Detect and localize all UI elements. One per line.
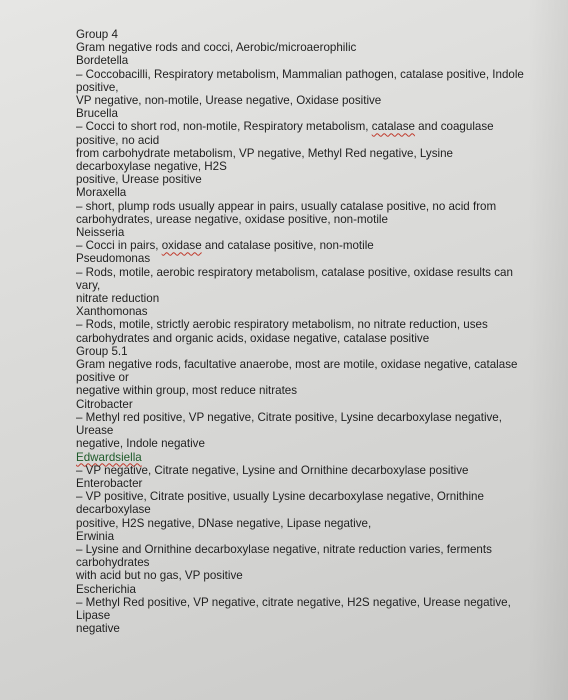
line-text: positive, Urease positive <box>76 173 202 187</box>
line-text: – Methyl Red positive, VP negative, citrate negative, H2S negative, Urease negative, <box>76 595 511 609</box>
text-line <box>76 411 546 424</box>
document-text <box>76 28 546 635</box>
line-text: Lipase <box>76 608 111 622</box>
text-line <box>76 200 546 213</box>
text-line <box>76 173 546 186</box>
line-text: carbohydrates and organic acids, oxidase negative, catalase positive <box>76 331 430 345</box>
line-text: Xanthomonas <box>76 305 148 319</box>
line-text: positive, <box>76 80 119 94</box>
line-text: – Rods, motile, aerobic respiratory metabolism, catalase positive, oxidase results can <box>76 265 513 279</box>
line-text: – Methyl red positive, VP negative, Citrate positive, Lysine decarboxylase negative, <box>76 410 502 424</box>
line-text: Neisseria <box>76 226 125 240</box>
line-text: positive, H2S negative, DNase negative, Lipase negative, <box>76 516 372 530</box>
text-line <box>76 424 546 437</box>
line-text: – Coccobacilli, Respiratory metabolism, Mammalian pathogen, catalase positive, Indole <box>76 67 524 81</box>
text-line <box>76 332 546 345</box>
text-line <box>76 530 546 543</box>
line-text: from carbohydrate metabolism, VP negative, Methyl Red negative, Lysine <box>76 146 453 160</box>
line-text: vary, <box>76 278 101 292</box>
line-text: – short, plump rods usually appear in pairs, usually catalase positive, no acid from <box>76 199 497 213</box>
text-line <box>76 569 546 582</box>
text-line <box>76 345 546 358</box>
line-text: – Lysine and Ornithine decarboxylase negative, nitrate reduction varies, ferments <box>76 542 492 556</box>
line-text: – VP negative, Citrate negative, Lysine and Ornithine decarboxylase positive <box>76 463 469 477</box>
line-text: Moraxella <box>76 186 127 200</box>
text-line <box>76 28 546 41</box>
line-text: negative, Indole negative <box>76 437 205 451</box>
text-line <box>76 583 546 596</box>
text-line <box>76 107 546 120</box>
text-line <box>76 318 546 331</box>
text-line <box>76 451 546 464</box>
spellcheck-underlined-word: oxidase <box>161 239 202 253</box>
text-line <box>76 543 546 556</box>
text-line <box>76 120 546 133</box>
line-text: negative <box>76 622 120 636</box>
line-text: Pseudomonas <box>76 252 151 266</box>
line-text: – Cocci to short rod, non-motile, Respiratory metabolism, <box>76 120 372 134</box>
line-text: Brucella <box>76 107 118 121</box>
line-text: nitrate reduction <box>76 292 160 306</box>
line-text-after: and catalase positive, non-motile <box>201 239 374 253</box>
text-line <box>76 358 546 371</box>
text-line <box>76 622 546 635</box>
line-text: VP negative, non-motile, Urease negative, Oxidase positive <box>76 94 382 108</box>
text-line <box>76 464 546 477</box>
text-line <box>76 490 546 503</box>
line-text: Citrobacter <box>76 397 133 411</box>
line-text: Group 5.1 <box>76 344 128 358</box>
text-line <box>76 54 546 67</box>
text-line <box>76 186 546 199</box>
line-text: carbohydrates <box>76 556 150 570</box>
text-line <box>76 596 546 609</box>
text-line <box>76 134 546 147</box>
text-line <box>76 609 546 622</box>
text-line <box>76 517 546 530</box>
text-line <box>76 266 546 279</box>
text-line <box>76 279 546 292</box>
text-line <box>76 437 546 450</box>
text-line <box>76 94 546 107</box>
line-text: Enterobacter <box>76 476 143 490</box>
text-line <box>76 398 546 411</box>
text-line <box>76 68 546 81</box>
text-line <box>76 160 546 173</box>
text-line <box>76 305 546 318</box>
line-text-after: and coagulase <box>414 120 494 134</box>
line-text: Erwinia <box>76 529 115 543</box>
text-line <box>76 81 546 94</box>
line-text: Bordetella <box>76 54 129 68</box>
line-text: Gram negative rods, facultative anaerobe, most are motile, oxidase negative, catalase <box>76 358 518 372</box>
line-text: Group 4 <box>76 28 118 41</box>
text-line <box>76 213 546 226</box>
line-text: Escherichia <box>76 582 136 596</box>
text-line <box>76 477 546 490</box>
line-text: Urease <box>76 424 114 438</box>
text-line <box>76 252 546 265</box>
text-line <box>76 147 546 160</box>
line-text: with acid but no gas, VP positive <box>76 569 243 583</box>
text-line <box>76 503 546 516</box>
spellcheck-underlined-word: Edwardsiella <box>76 450 142 464</box>
text-line <box>76 41 546 54</box>
line-text: Gram negative rods and cocci, Aerobic/microaerophilic <box>76 41 357 55</box>
line-text: decarboxylase negative, H2S <box>76 160 227 174</box>
line-text: negative within group, most reduce nitrates <box>76 384 298 398</box>
text-line <box>76 556 546 569</box>
text-line <box>76 239 546 252</box>
text-line <box>76 292 546 305</box>
line-text: decarboxylase <box>76 503 151 517</box>
text-line <box>76 371 546 384</box>
line-text: positive, no acid <box>76 133 160 147</box>
line-text: – VP positive, Citrate positive, usually Lysine decarboxylase negative, Ornithine <box>76 490 484 504</box>
line-text: carbohydrates, urease negative, oxidase positive, non-motile <box>76 212 388 226</box>
line-text: positive or <box>76 371 129 385</box>
spellcheck-underlined-word: catalase <box>371 120 415 134</box>
line-text: – Cocci in pairs, <box>76 239 162 253</box>
line-text: – Rods, motile, strictly aerobic respiratory metabolism, no nitrate reduction, uses <box>76 318 488 332</box>
text-line <box>76 226 546 239</box>
text-line <box>76 384 546 397</box>
